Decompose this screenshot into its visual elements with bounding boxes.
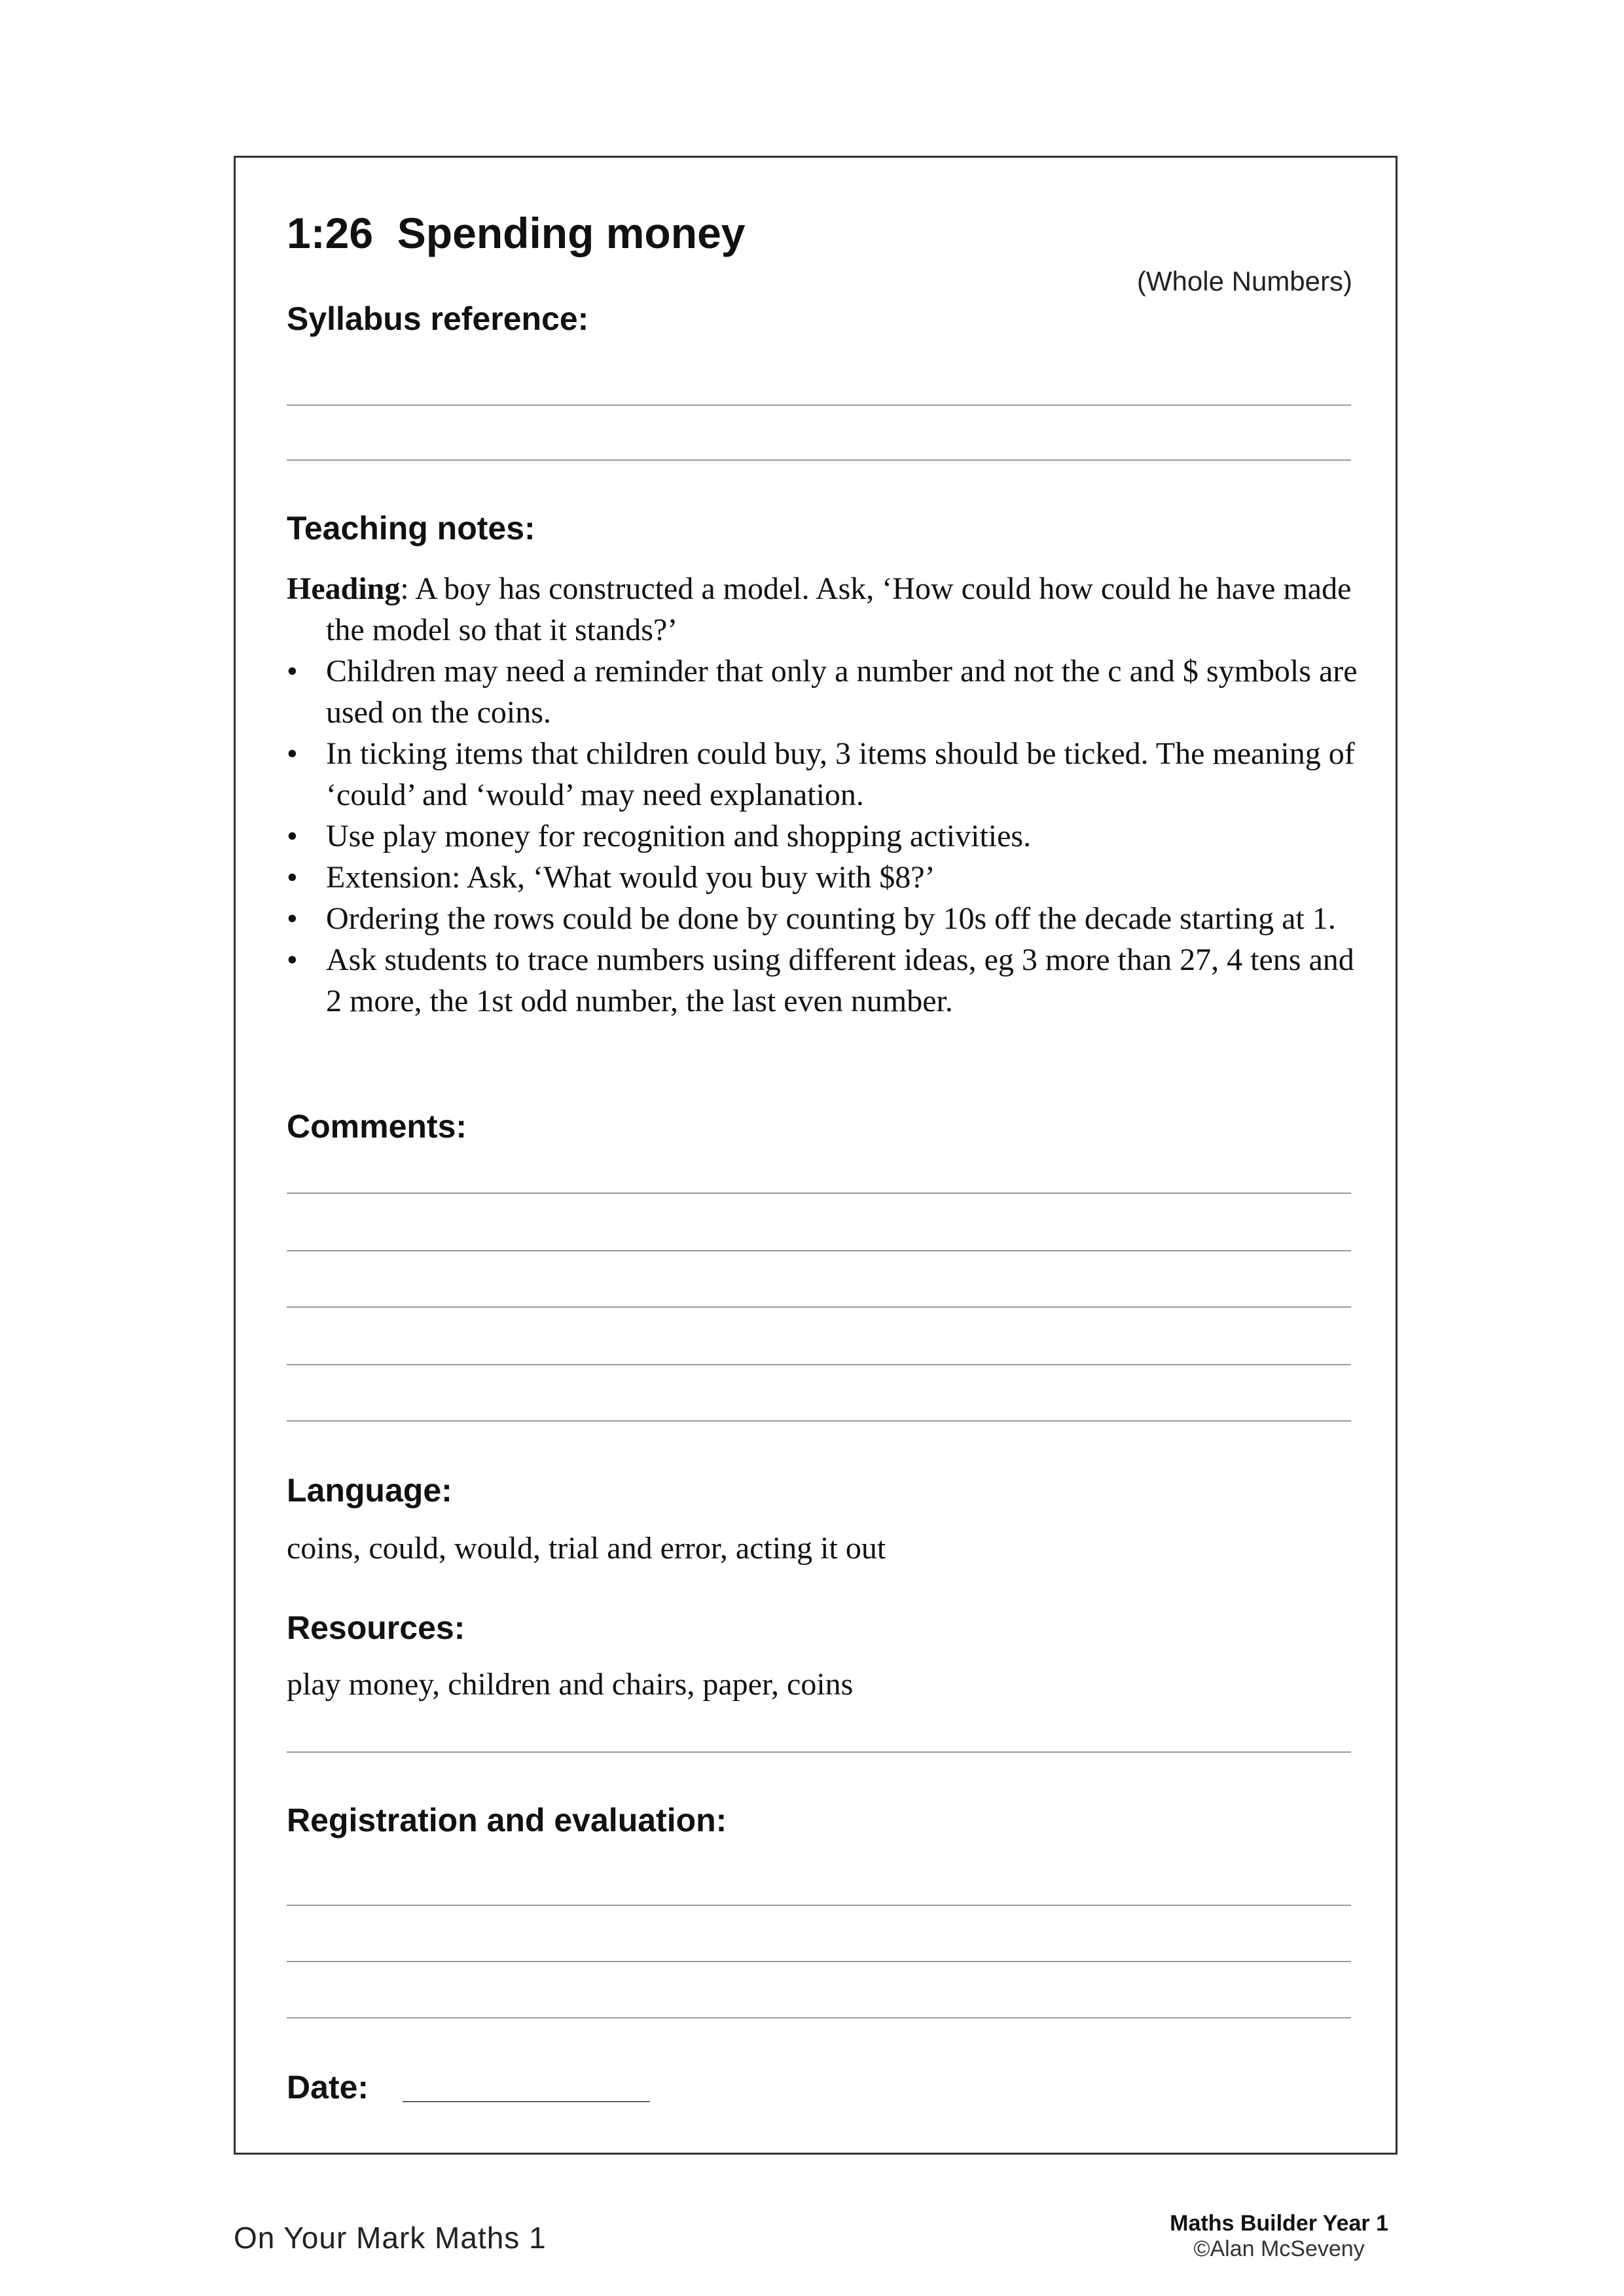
comments-line-5	[287, 1420, 1351, 1422]
syllabus-line-1	[287, 404, 1351, 406]
list-item	[287, 651, 1360, 733]
language-text: coins, could, would, trial and error, acting it out	[287, 1531, 886, 1566]
page-title: 1:26 Spending money	[287, 209, 746, 257]
list-item	[287, 898, 1360, 939]
footer-author: ©Alan McSeveny	[1193, 2236, 1365, 2261]
bullet-icon: •	[287, 736, 298, 771]
list-item-text: Use play money for recognition and shopping activities.	[326, 819, 1032, 853]
list-item-text: Ask students to trace numbers using different ideas, eg 3 more than 27, 4 tens and 2 more, the 1st odd number, the last even number.	[326, 942, 1354, 1018]
list-item	[287, 857, 1360, 898]
footer-credit	[1170, 2211, 1388, 2262]
resources-heading: Resources:	[287, 1609, 465, 1646]
teaching-notes-heading: Teaching notes:	[287, 510, 535, 547]
category-label: (Whole Numbers)	[1136, 266, 1352, 296]
registration-line-2	[287, 1961, 1351, 1962]
comments-line-3	[287, 1306, 1351, 1308]
page-frame	[234, 156, 1398, 2155]
syllabus-line-2	[287, 459, 1351, 461]
bullet-icon: •	[287, 901, 298, 936]
bullet-icon: •	[287, 942, 298, 977]
heading-note	[287, 568, 1360, 651]
comments-heading: Comments:	[287, 1108, 467, 1145]
list-item-text: Extension: Ask, ‘What would you buy with $8?’	[326, 860, 935, 895]
syllabus-heading: Syllabus reference:	[287, 300, 589, 337]
list-item-text: In ticking items that children could buy, 3 items should be ticked. The meaning of ‘could’ and ‘would’ may need explanation.	[326, 736, 1355, 812]
bullet-icon: •	[287, 860, 298, 895]
list-item-text: Ordering the rows could be done by counting by 10s off the decade starting at 1.	[326, 901, 1336, 936]
comments-line-4	[287, 1364, 1351, 1365]
heading-note-text: : A boy has constructed a model. Ask, ‘How could how could he have made the model so that it stands?’	[326, 571, 1352, 647]
list-item	[287, 939, 1360, 1022]
list-item	[287, 733, 1360, 816]
teaching-notes-body	[287, 568, 1360, 1022]
footer-book-title: Maths Builder Year 1	[1170, 2211, 1388, 2236]
list-item-text: Children may need a reminder that only a number and not the c and $ symbols are used on the coins.	[326, 654, 1358, 730]
resources-text: play money, children and chairs, paper, coins	[287, 1667, 854, 1702]
comments-line-1	[287, 1193, 1351, 1194]
heading-note-label: Heading	[287, 571, 401, 606]
teaching-notes-list	[287, 651, 1360, 1022]
registration-line-3	[287, 2017, 1351, 2018]
footer-series: On Your Mark Maths 1	[234, 2221, 547, 2255]
registration-line-1	[287, 1905, 1351, 1906]
list-item	[287, 816, 1360, 857]
date-field-line	[403, 2101, 650, 2102]
resources-line	[287, 1751, 1351, 1753]
comments-line-2	[287, 1250, 1351, 1251]
bullet-icon: •	[287, 819, 298, 853]
bullet-icon: •	[287, 654, 298, 689]
date-label: Date:	[287, 2069, 369, 2106]
registration-heading: Registration and evaluation:	[287, 1802, 727, 1839]
language-heading: Language:	[287, 1472, 452, 1509]
